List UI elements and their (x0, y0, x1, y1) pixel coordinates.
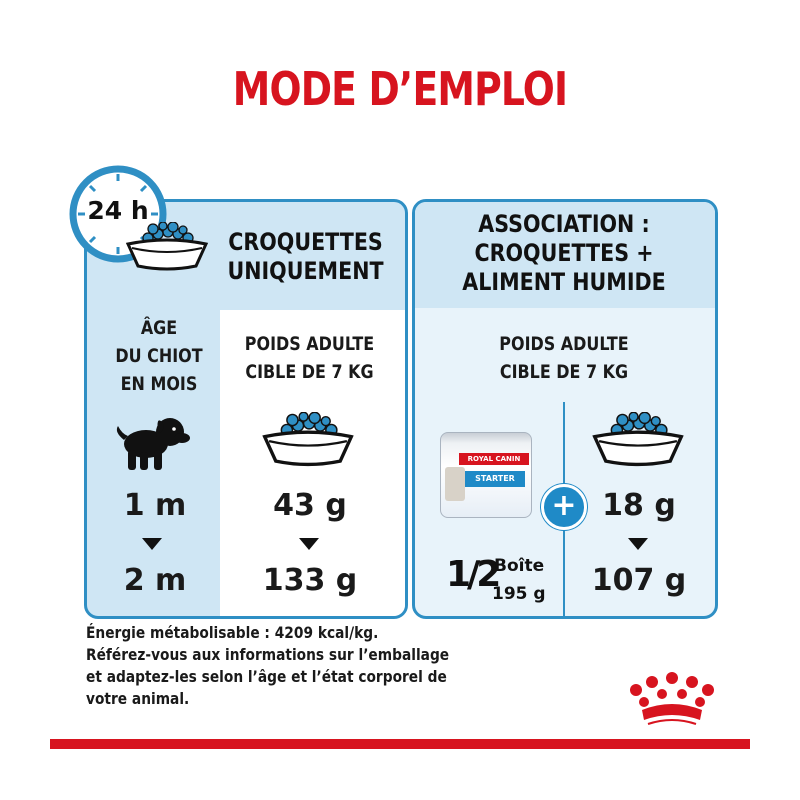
kibble-bowl-icon (588, 412, 688, 468)
kibble-bowl-icon (122, 222, 212, 272)
kibble-bowl-icon (258, 412, 358, 468)
royal-canin-logo (622, 668, 722, 728)
dry-weight-label: POIDS ADULTE CIBLE DE 7 KG (244, 333, 375, 383)
mixed-dry-dose-1: 18 g (602, 488, 676, 523)
clock-label: 24 h (87, 196, 149, 225)
page-title: MODE D’EMPLOI (232, 62, 568, 116)
age-2: 2 m (123, 563, 187, 598)
plus-icon: + (551, 488, 577, 523)
mixed-weight-label: POIDS ADULTE CIBLE DE 7 KG (499, 333, 629, 383)
mixed-heading: ASSOCIATION : CROQUETTES + ALIMENT HUMIDE (462, 210, 666, 296)
mixed-dry-dose-2: 107 g (591, 563, 687, 598)
wet-weight: 195 g (492, 584, 546, 604)
wet-fraction: 1/2 (446, 554, 498, 595)
dry-only-heading: CROQUETTES UNIQUEMENT (227, 228, 384, 285)
wet-food-can-icon (440, 432, 532, 518)
can-label: STARTER (465, 471, 525, 487)
feeding-notes: Énergie métabolisable : 4209 kcal/kg. Référez-vous aux informations sur l’emballage et adaptez-les selon l’âge et l’état corporel de votre animal. (86, 623, 450, 708)
age-1: 1 m (123, 488, 187, 523)
arrow-down-icon (628, 538, 648, 550)
dry-dose-2: 133 g (262, 563, 358, 598)
can-brand: ROYAL CANIN (459, 453, 529, 465)
wet-unit: Boîte (494, 556, 545, 576)
brand-bar (50, 739, 750, 749)
arrow-down-icon (142, 538, 162, 550)
arrow-down-icon (299, 538, 319, 550)
dry-dose-1: 43 g (273, 488, 347, 523)
age-label: ÂGE DU CHIOT EN MOIS (115, 317, 203, 395)
puppy-icon (112, 412, 192, 472)
can-puppy-image (445, 467, 465, 501)
